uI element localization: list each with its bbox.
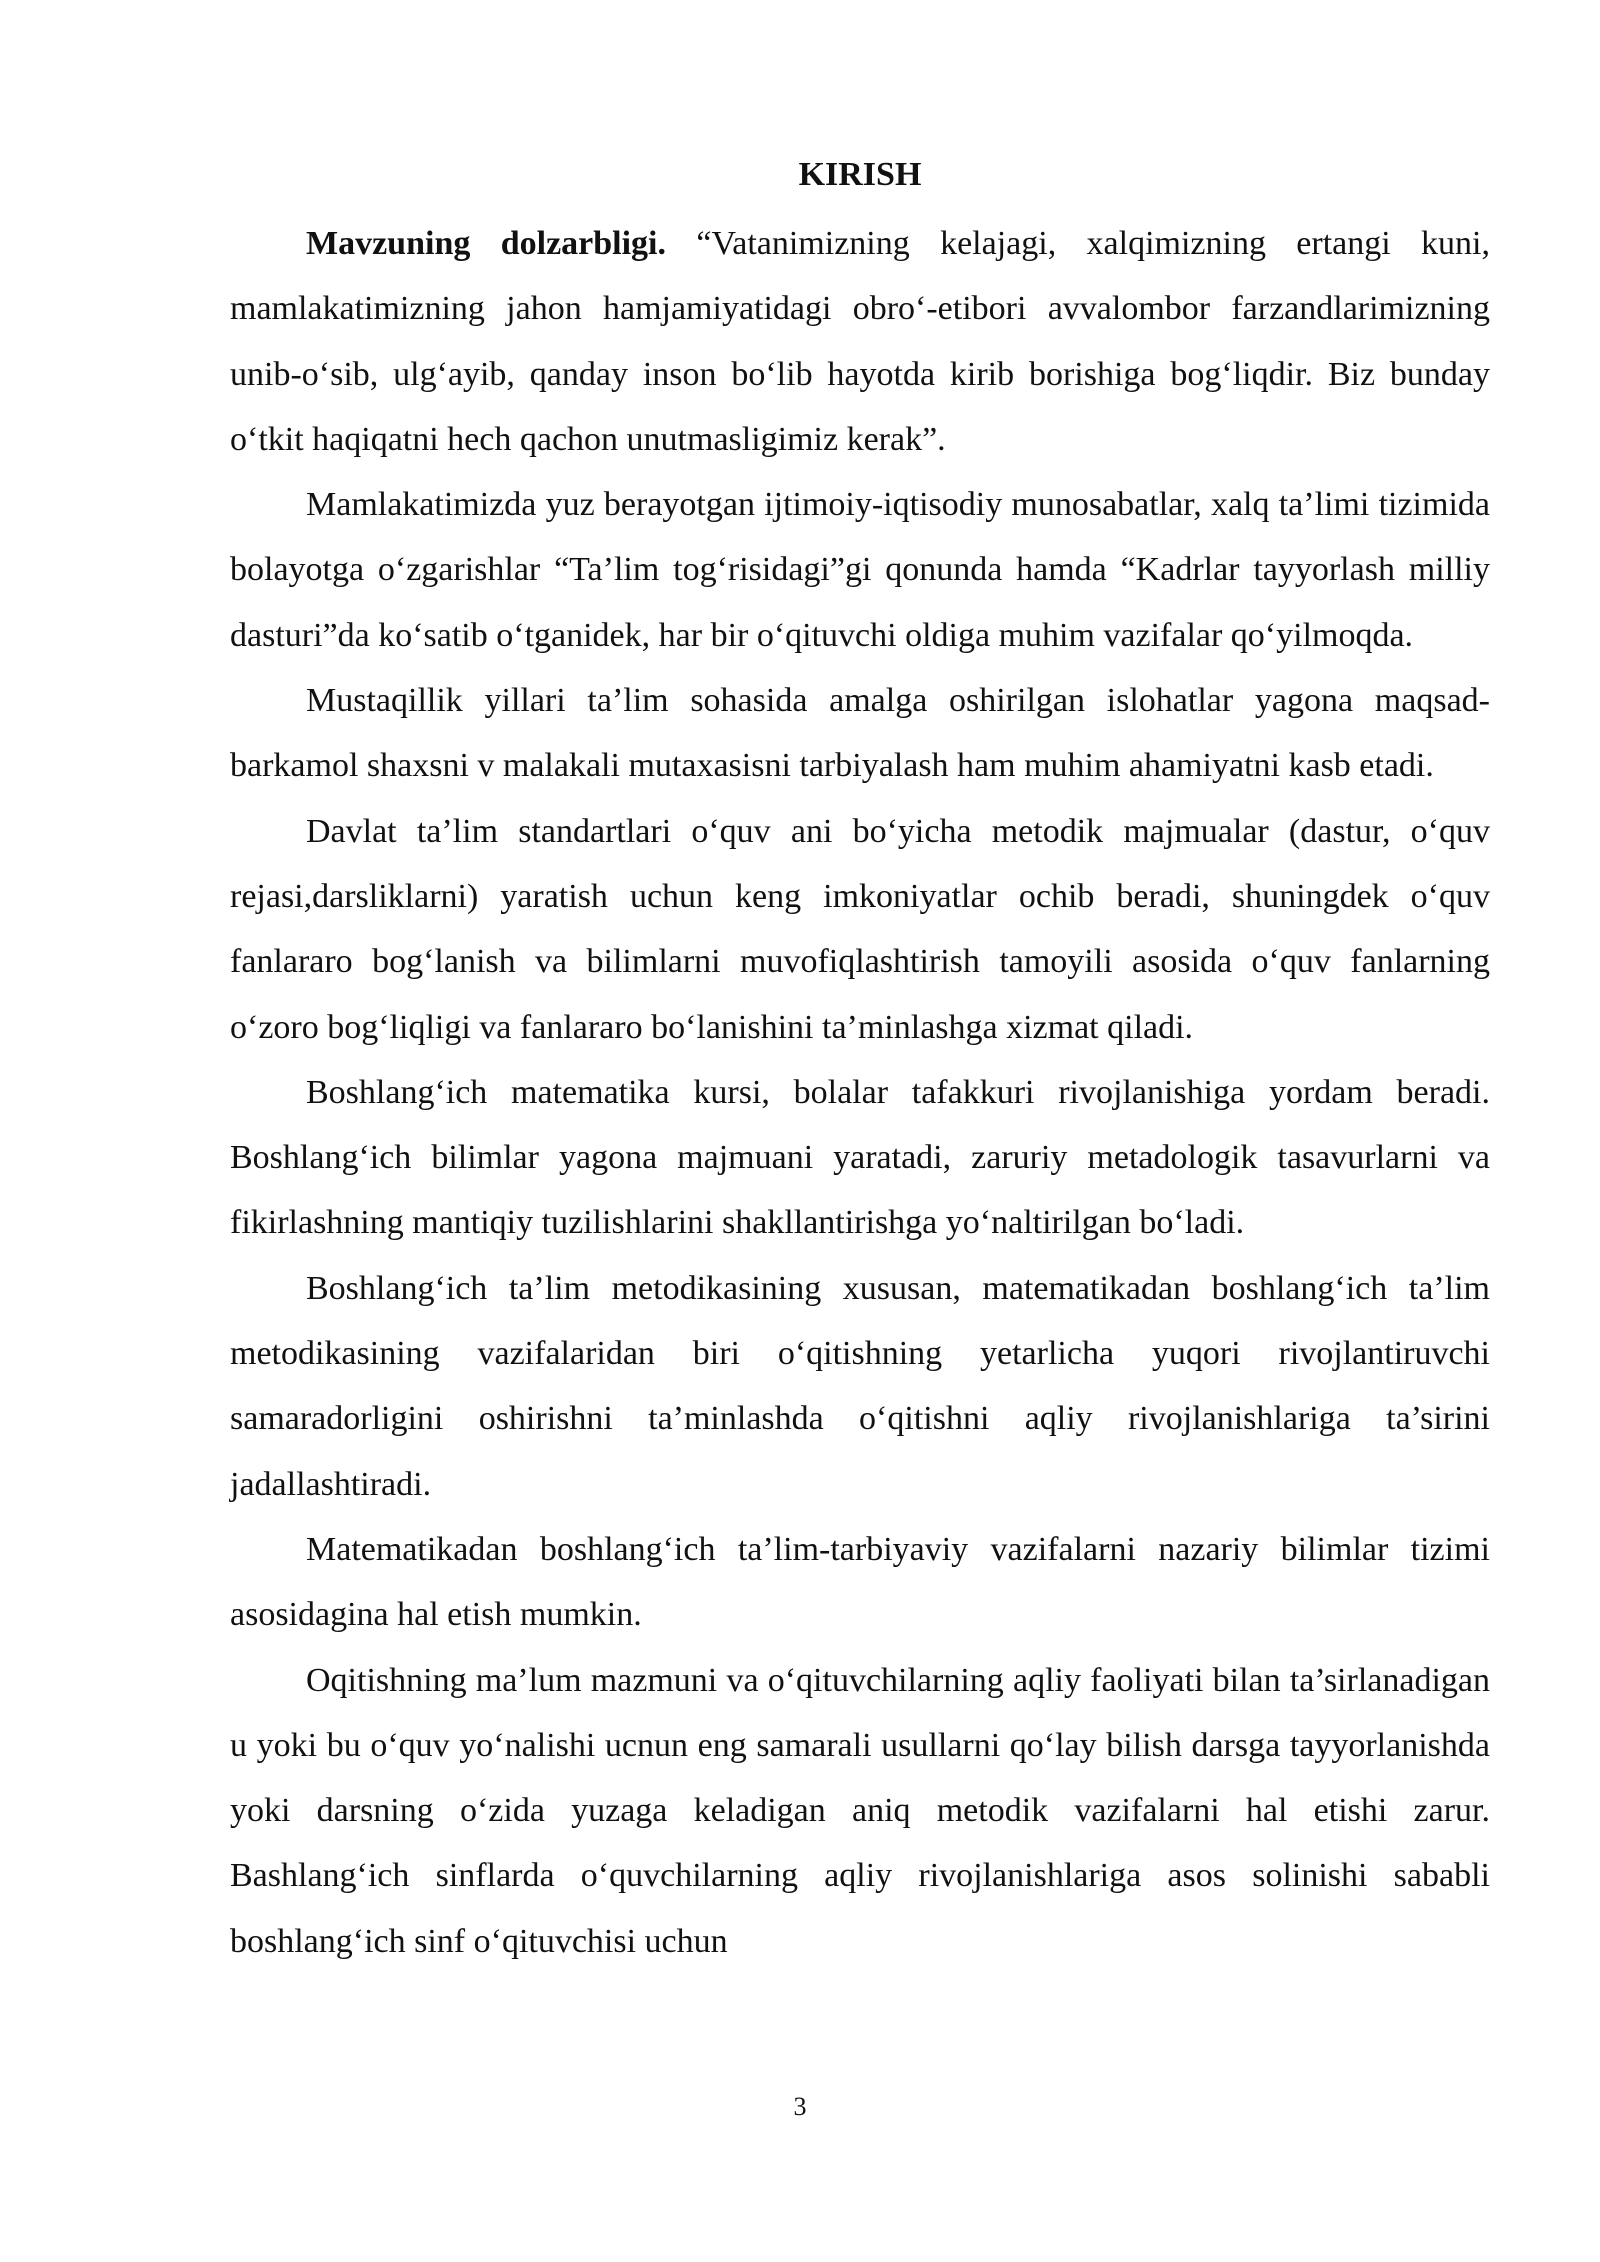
page-number: 3 [793,2092,807,2121]
paragraph [230,1256,1490,1517]
paragraph [230,1648,1490,1974]
paragraph-text: Davlat ta’lim standartlari o‘quv ani bo‘yicha metodik majmualar (dastur, o‘quv rejasi,darsliklarni) yaratish uchun keng imkoniyatlar ochib beradi, shuningdek o‘quv fanlararo bog‘lanish va bilimlarni muvofiqlashtirish tamoyili asosida o‘quv fanlarning o‘zoro bog‘liqligi va fanlararo bo‘lanishini ta’minlashga xizmat qiladi. [230,812,1490,1046]
paragraph [230,1060,1490,1256]
paragraph-text: Mamlakatimizda yuz berayotgan ijtimoiy-iqtisodiy munosabatlar, xalq ta’limi tizimida bolayotga o‘zgarishlar “Ta’lim tog‘risidagi”gi qonunda hamda “Kadrlar tayyorlash milliy dasturi”da ko‘satib o‘tganidek, har bir o‘qituvchi oldiga muhim vazifalar qo‘yilmoqda. [230,486,1490,654]
paragraph-text: Matematikadan boshlang‘ich ta’lim-tarbiyaviy vazifalarni nazariy bilimlar tizimi asosidagina hal etish mumkin. [230,1530,1490,1634]
paragraph-lead: Mavzuning dolzarbligi. [306,225,666,262]
paragraph-text: Boshlang‘ich matematika kursi, bolalar tafakkuri rivojlanishiga yordam beradi. Boshlang‘ich bilimlar yagona majmuani yaratadi, zaruriy metadologik tasavurlarni va fikirlashning mantiqiy tuzilishlarini shakllantirishga yo‘naltirilgan bo‘ladi. [230,1073,1490,1242]
paragraph-text: Oqitishning ma’lum mazmuni va o‘qituvchilarning aqliy faoliyati bilan ta’sirlanadigan u yoki bu o‘quv yo‘nalishi ucnun eng samarali usullarni qo‘lay bilish darsga tayyorlanishda yoki darsning o‘zida yuzaga keladigan aniq metodik vazifalarni hal etishi zarur. Bashlang‘ich sinflarda o‘quvchilarning aqliy rivojlanishlariga asos solinishi sababli boshlang‘ich sinf o‘qituvchisi uchun [230,1661,1490,1960]
paragraph [230,668,1490,799]
paragraph [230,799,1490,1060]
paragraph-text: Mustaqillik yillari ta’lim sohasida amalga oshirilgan islohatlar yagona maqsad-barkamol shaxsni v malakali mutaxasisni tarbiyalash ham muhim ahamiyatni kasb etadi. [230,682,1490,785]
paragraph-text: “Vatanimizning kelajagi, xalqimizning ertangi kuni, mamlakatimizning jahon hamjamiyatidagi obro‘-etibori avvalombor farzandlarimizning unib-o‘sib, ulg‘ayib, qanday inson bo‘lib hayotda kirib borishiga bog‘liqdir. Biz bunday o‘tkit haqiqatni hech qachon unutmasligimiz kerak”. [230,225,1491,458]
paragraph-text: Boshlang‘ich ta’lim metodikasining xususan, matematikadan boshlang‘ich ta’lim metodikasining vazifalaridan biri o‘qitishning yetarlicha yuqori rivojlantiruvchi samaradorligini oshirishni ta’minlashda o‘qitishni aqliy rivojlanishlariga ta’sirini jadallashtiradi. [230,1269,1490,1503]
paragraph-relevance [230,211,1490,472]
document-page [230,145,1490,1974]
section-title: KIRISH [798,156,922,193]
paragraph [230,472,1490,668]
paragraph [230,1517,1490,1648]
